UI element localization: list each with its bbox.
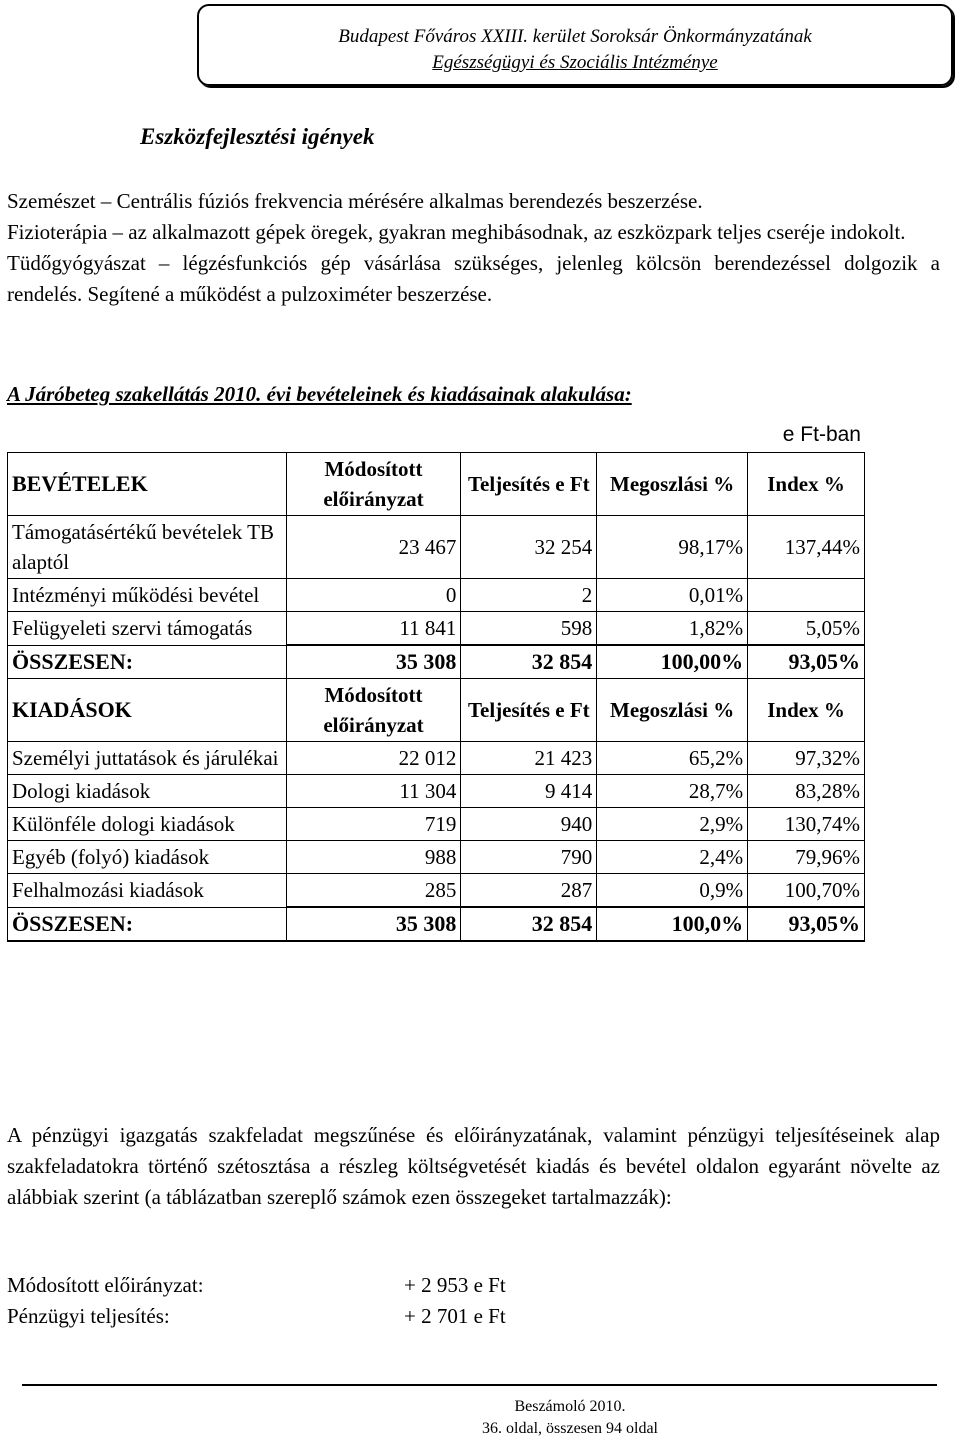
expenses-header-row — [8, 679, 865, 742]
cell-index: 130,74% — [748, 808, 865, 841]
row-label: Dologi kiadások — [8, 775, 287, 808]
revenue-header-row — [8, 453, 865, 516]
expenses-total-row — [8, 907, 865, 941]
equipment-needs-text — [7, 186, 940, 310]
row-label: Felhalmozási kiadások — [8, 874, 287, 908]
cell-actual: 32 254 — [461, 516, 597, 579]
table-row — [8, 612, 865, 646]
table-row — [8, 841, 865, 874]
cell-index: 100,70% — [748, 874, 865, 908]
cell-index: 137,44% — [748, 516, 865, 579]
total-modified: 35 308 — [286, 645, 461, 679]
header-institution-line2: Egészségügyi és Szociális Intézménye — [432, 52, 718, 73]
total-label: ÖSSZESEN: — [8, 907, 287, 941]
cell-modified: 988 — [286, 841, 461, 874]
footer-report-title: Beszámoló 2010. — [514, 1398, 626, 1415]
cell-index: 5,05% — [748, 612, 865, 646]
cell-actual: 2 — [461, 579, 597, 612]
cell-modified: 285 — [286, 874, 461, 908]
cell-actual: 598 — [461, 612, 597, 646]
total-index: 93,05% — [748, 907, 865, 941]
cell-actual: 9 414 — [461, 775, 597, 808]
total-share: 100,00% — [597, 645, 748, 679]
col-index: Index % — [748, 453, 865, 516]
cell-share: 0,9% — [597, 874, 748, 908]
header-institution-line1: Budapest Főváros XXIII. kerület Soroksár Önkormányzatának — [338, 26, 812, 47]
cell-share: 65,2% — [597, 742, 748, 775]
table-row — [8, 874, 865, 908]
total-actual: 32 854 — [461, 907, 597, 941]
closing-paragraph: A pénzügyi igazgatás szakfeladat megszűnése és előirányzatának, valamint pénzügyi teljesítéseinek alap szakfeladatokra történő szétosztása a részleg költségvetését kiadás és bevétel oldalon egyaránt növelte az alábbiak szerint (a táblázatban szereplő számok ezen összegeket tartalmazzák): — [7, 1123, 940, 1209]
col-actual: Teljesítés e Ft — [461, 679, 597, 742]
table-row — [8, 516, 865, 579]
cell-share: 98,17% — [597, 516, 748, 579]
total-label: ÖSSZESEN: — [8, 645, 287, 679]
cell-modified: 23 467 — [286, 516, 461, 579]
cell-share: 2,4% — [597, 841, 748, 874]
document-header — [197, 4, 953, 86]
cell-index: 97,32% — [748, 742, 865, 775]
total-index: 93,05% — [748, 645, 865, 679]
unit-note: e Ft-ban — [782, 423, 861, 446]
cell-modified: 22 012 — [286, 742, 461, 775]
footer-divider — [22, 1384, 937, 1386]
footer-page-number: 36. oldal, összesen 94 oldal — [482, 1420, 658, 1437]
cell-actual: 21 423 — [461, 742, 597, 775]
table-row — [8, 808, 865, 841]
cell-modified: 719 — [286, 808, 461, 841]
table-subtitle: A Járóbeteg szakellátás 2010. évi bevételeinek és kiadásainak alakulása: — [7, 382, 632, 406]
cell-share: 1,82% — [597, 612, 748, 646]
col-index: Index % — [748, 679, 865, 742]
total-share: 100,0% — [597, 907, 748, 941]
summary-value: + 2 953 e Ft — [404, 1273, 506, 1297]
row-label: Személyi juttatások és járulékai — [8, 742, 287, 775]
revenue-total-row — [8, 645, 865, 679]
cell-share: 2,9% — [597, 808, 748, 841]
summary-label: Pénzügyi teljesítés: — [7, 1304, 170, 1328]
table-row — [8, 775, 865, 808]
row-label: Támogatásértékű bevételek TB alaptól — [8, 516, 287, 579]
cell-actual: 287 — [461, 874, 597, 908]
paragraph-physiotherapy: Fizioterápia – az alkalmazott gépek öregek, gyakran meghibásodnak, az eszközpark teljes cseréje indokolt. — [7, 220, 906, 244]
section-title: Eszközfejlesztési igények — [140, 124, 375, 149]
summary-label: Módosított előirányzat: — [7, 1273, 204, 1297]
cell-share: 28,7% — [597, 775, 748, 808]
cell-actual: 790 — [461, 841, 597, 874]
total-actual: 32 854 — [461, 645, 597, 679]
total-modified: 35 308 — [286, 907, 461, 941]
cell-actual: 940 — [461, 808, 597, 841]
row-label: Intézményi működési bevétel — [8, 579, 287, 612]
paragraph-ophthalmology: Szemészet – Centrális fúziós frekvencia mérésére alkalmas berendezés beszerzése. — [7, 189, 703, 213]
paragraph-pulmonology: Tüdőgyógyászat – légzésfunkciós gép vásárlása szükséges, jelenleg kölcsön berendezéssel dolgozik a rendelés. Segítené a működést a pulzoximéter beszerzése. — [7, 251, 940, 306]
cell-modified: 0 — [286, 579, 461, 612]
cell-modified: 11 304 — [286, 775, 461, 808]
budget-table — [7, 452, 865, 942]
summary-value: + 2 701 e Ft — [404, 1304, 506, 1328]
expenses-heading: KIADÁSOK — [8, 679, 287, 742]
col-modified: Módosított előirányzat — [286, 679, 461, 742]
col-modified: Módosított előirányzat — [286, 453, 461, 516]
cell-index — [748, 579, 865, 612]
cell-index: 83,28% — [748, 775, 865, 808]
col-share: Megoszlási % — [597, 679, 748, 742]
cell-index: 79,96% — [748, 841, 865, 874]
table-row — [8, 742, 865, 775]
cell-modified: 11 841 — [286, 612, 461, 646]
row-label: Felügyeleti szervi támogatás — [8, 612, 287, 646]
col-share: Megoszlási % — [597, 453, 748, 516]
page-footer — [200, 1396, 940, 1440]
revenue-heading: BEVÉTELEK — [8, 453, 287, 516]
col-actual: Teljesítés e Ft — [461, 453, 597, 516]
table-row — [8, 579, 865, 612]
row-label: Különféle dologi kiadások — [8, 808, 287, 841]
cell-share: 0,01% — [597, 579, 748, 612]
row-label: Egyéb (folyó) kiadások — [8, 841, 287, 874]
